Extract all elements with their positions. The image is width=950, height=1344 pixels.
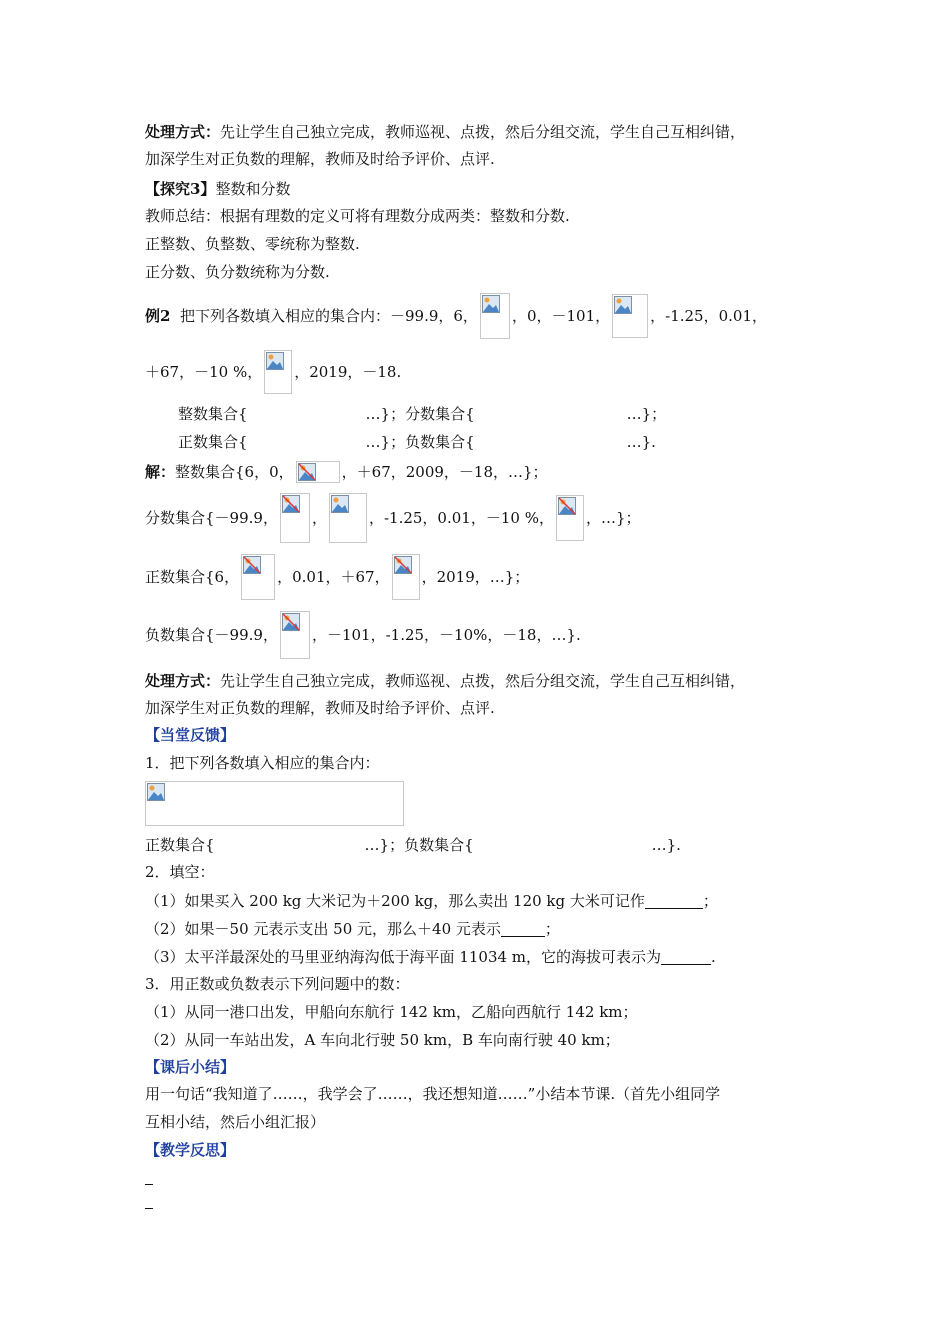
solution-text: ，…}； xyxy=(585,509,641,527)
positive-set-label: 正数集合{ xyxy=(178,433,248,451)
set-close: …}； xyxy=(626,405,667,423)
feedback-q3: 3．用正数或负数表示下列问题中的数： xyxy=(145,975,410,993)
explore3-heading xyxy=(145,178,290,199)
solution-label: 解： xyxy=(145,463,176,481)
method-paragraph-2 xyxy=(145,670,745,691)
feedback-q2-2 xyxy=(145,918,560,939)
feedback-q2: 2．填空： xyxy=(145,863,215,881)
integer-set-label: 整数集合{ xyxy=(178,405,248,423)
method-label: 处理方式： xyxy=(145,672,221,690)
fraction-set-label: 分数集合{ xyxy=(405,405,475,423)
feedback-heading: 【当堂反馈】 xyxy=(145,726,236,744)
answer-blank[interactable] xyxy=(661,950,711,965)
set-close: …}； xyxy=(365,433,406,451)
solution-text: 整数集合{6，0， xyxy=(175,463,294,481)
broken-image-icon xyxy=(392,554,420,600)
broken-image-icon xyxy=(145,781,404,826)
broken-image-icon xyxy=(280,611,310,659)
summary-line1: 用一句话“我知道了……，我学会了……，我还想知道……”小结本节课.（首先小组同学 xyxy=(145,1085,721,1103)
solution-text: ，＋67，2009，－18，…}； xyxy=(341,463,548,481)
feedback-q3-1: （1）从同一港口出发，甲船向东航行 142 km，乙船向西航行 142 km； xyxy=(145,1003,638,1021)
feedback-q3-2: （2）从同一车站出发，A 车向北行驶 50 km，B 车向南行驶 40 km； xyxy=(145,1031,620,1049)
answer-blank[interactable] xyxy=(501,922,545,937)
solution-text: 负数集合{－99.9， xyxy=(145,626,278,644)
question-text: （3）太平洋最深处的马里亚纳海沟低于海平面 11034 m，它的海拔可表示为 xyxy=(145,948,662,966)
positive-set-label: 正数集合{ xyxy=(145,836,215,854)
set-close: …}. xyxy=(626,433,656,451)
method-label: 处理方式： xyxy=(145,123,221,141)
integers-definition: 正整数、负整数、零统称为整数. xyxy=(145,235,360,253)
feedback-q1: 1．把下列各数填入相应的集合内： xyxy=(145,754,380,772)
negative-set-label: 负数集合{ xyxy=(404,836,474,854)
feedback-q1-image-row xyxy=(145,781,404,827)
method-text: 先让学生自己独立完成，教师巡视、点拨，然后分组交流，学生自己互相纠错， xyxy=(220,672,746,690)
broken-image-icon xyxy=(241,554,275,600)
summary-line2: 互相小结，然后小组汇报） xyxy=(145,1113,326,1131)
broken-image-icon xyxy=(612,294,648,338)
broken-image-icon xyxy=(556,495,584,541)
solution-text: ，0.01，＋67， xyxy=(277,568,390,586)
feedback-q2-3 xyxy=(145,946,716,967)
method-text: 先让学生自己独立完成，教师巡视、点拨，然后分组交流，学生自己互相纠错， xyxy=(220,123,746,141)
solution-positive-set xyxy=(145,552,529,600)
example2-text: ＋67，－10 %， xyxy=(145,363,263,381)
method-paragraph-2-line2: 加深学生对正负数的理解，教师及时给予评价、点评. xyxy=(145,699,495,717)
solution-text: ，2019，…}； xyxy=(421,568,530,586)
broken-image-icon xyxy=(329,493,367,543)
reflection-heading: 【教学反思】 xyxy=(145,1141,236,1159)
example2-line2 xyxy=(145,348,401,394)
set-close: …}； xyxy=(364,836,405,854)
example2-text: ，2019，－18. xyxy=(294,363,402,381)
solution-text: ， xyxy=(311,509,327,527)
example2-label: 例2 xyxy=(145,307,171,325)
question-text: . xyxy=(711,948,716,966)
reflection-line xyxy=(145,1184,153,1185)
set-close: …}； xyxy=(365,405,406,423)
question-text: ； xyxy=(702,892,718,910)
solution-text: ，-1.25，0.01，－10 %， xyxy=(368,509,554,527)
broken-image-icon xyxy=(296,461,340,483)
teacher-summary: 教师总结：根据有理数的定义可将有理数分成两类：整数和分数. xyxy=(145,207,570,225)
method-paragraph-1 xyxy=(145,121,745,142)
example2-text: 把下列各数填入相应的集合内：－99.9，6， xyxy=(179,307,478,325)
explore3-label: 【探究3】 xyxy=(145,180,216,198)
broken-image-icon xyxy=(480,293,510,339)
example2-text: ，-1.25，0.01， xyxy=(650,307,767,325)
explore3-title: 整数和分数 xyxy=(215,180,291,198)
reflection-line xyxy=(145,1208,153,1209)
solution-text: 分数集合{－99.9， xyxy=(145,509,278,527)
question-text: （2）如果－50 元表示支出 50 元，那么＋40 元表示 xyxy=(145,920,501,938)
broken-image-icon xyxy=(264,350,292,394)
question-text: ； xyxy=(544,920,560,938)
feedback-q2-1 xyxy=(145,890,718,911)
method-paragraph-1-line2: 加深学生对正负数的理解，教师及时给予评价、点评. xyxy=(145,150,495,168)
question-text: （1）如果买入 200 kg 大米记为＋200 kg，那么卖出 120 kg 大米可记作 xyxy=(145,892,645,910)
solution-integer-set xyxy=(145,459,548,483)
solution-fraction-set xyxy=(145,492,641,542)
solution-text: ，－101，-1.25，－10%，－18，…}. xyxy=(311,626,581,644)
broken-image-icon xyxy=(280,493,310,543)
fractions-definition: 正分数、负分数统称为分数. xyxy=(145,263,330,281)
solution-negative-set xyxy=(145,610,581,658)
example2-set-row-1 xyxy=(178,403,666,424)
set-close: …}. xyxy=(651,836,681,854)
example2-set-row-2 xyxy=(178,431,656,452)
example2-line1 xyxy=(145,292,767,338)
feedback-q1-sets xyxy=(145,834,681,855)
negative-set-label: 负数集合{ xyxy=(405,433,475,451)
solution-text: 正数集合{6， xyxy=(145,568,240,586)
example2-text: ，0，－101， xyxy=(511,307,611,325)
answer-blank[interactable] xyxy=(645,894,703,909)
summary-heading: 【课后小结】 xyxy=(145,1058,236,1076)
